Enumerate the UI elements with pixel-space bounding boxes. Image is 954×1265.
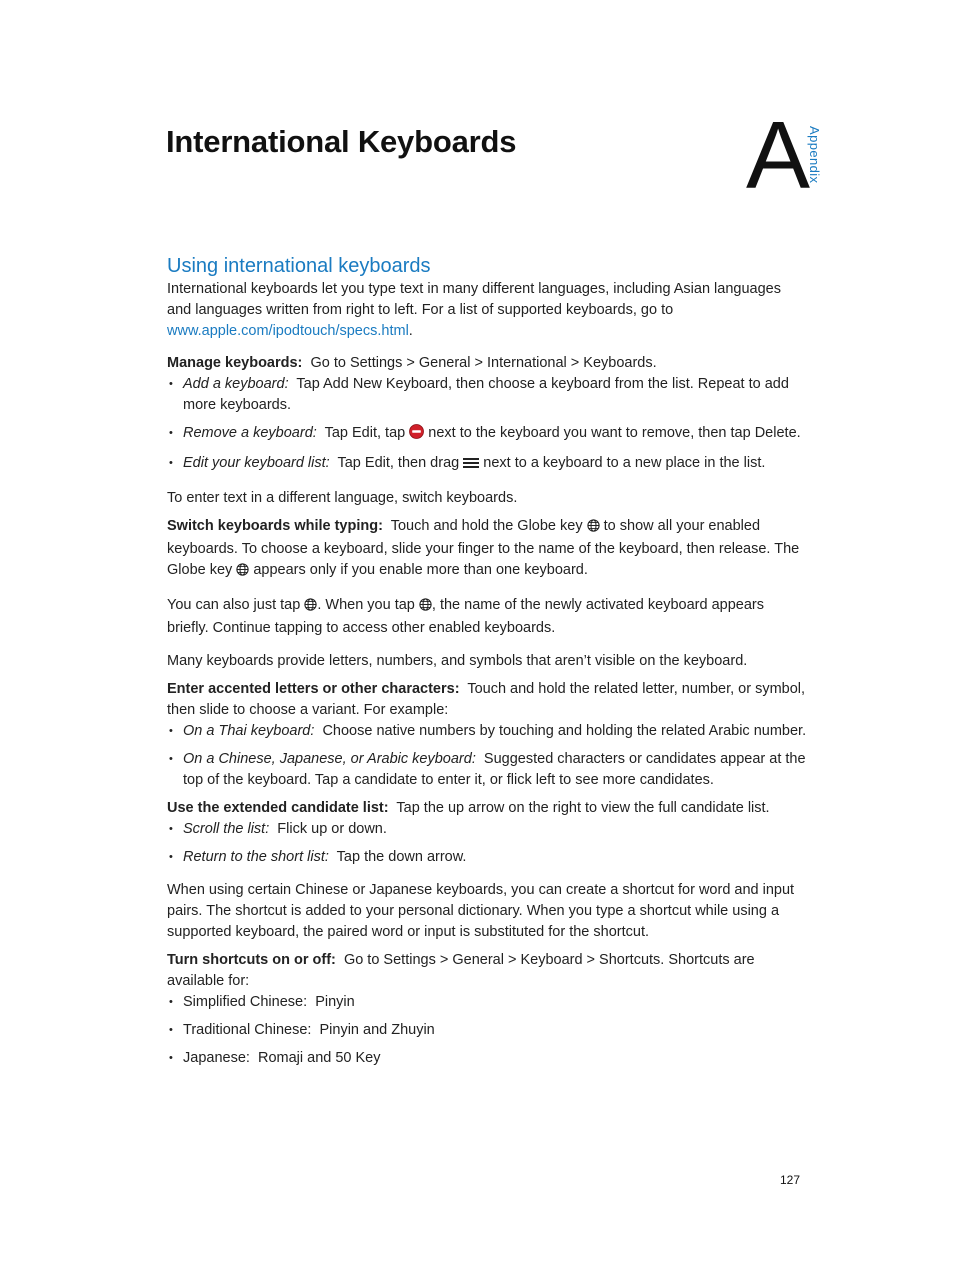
- item-text: Tap Edit, tap: [324, 425, 406, 441]
- accented-label: Enter accented letters or other characters:: [167, 681, 460, 697]
- item-text: Tap the down arrow.: [336, 849, 467, 865]
- also-text-2: . When you tap: [317, 597, 415, 613]
- item-text: next to a keyboard to a new place in the list.: [483, 455, 766, 471]
- item-text: Choose native numbers by touching and holding the related Arabic number.: [322, 723, 807, 739]
- accented-text: Touch and hold the related letter, number, or symbol, then slide to choose a variant. For example:: [167, 681, 806, 718]
- list-item: [167, 1048, 807, 1069]
- item-label: On a Chinese, Japanese, or Arabic keyboard:: [183, 751, 476, 767]
- item-text: Tap Add New Keyboard, then choose a keyboard from the list. Repeat to add more keyboards.: [183, 376, 789, 413]
- extended-paragraph: [167, 798, 807, 819]
- shortcuts-paragraph: [167, 950, 807, 992]
- switch-paragraph: [167, 516, 807, 583]
- extended-label: Use the extended candidate list:: [167, 800, 389, 816]
- item-label: Traditional Chinese:: [183, 1022, 312, 1038]
- shortcuts-list: [167, 992, 807, 1069]
- accented-paragraph: [167, 679, 807, 721]
- manage-label: Manage keyboards:: [167, 355, 303, 371]
- extended-list: [167, 819, 807, 868]
- intro-text: International keyboards let you type text in many different languages, including Asian languages and languages written from right to left. For a list of supported keyboards, go to: [167, 281, 781, 318]
- intro-paragraph: [167, 279, 807, 342]
- switch-text-3: appears only if you enable more than one keyboard.: [253, 562, 588, 578]
- list-item: [167, 374, 807, 416]
- also-text-3: , the name of the newly activated keyboard appears briefly. Continue tapping to access other enabled keyboards.: [167, 597, 764, 636]
- section-heading: Using international keyboards: [167, 255, 431, 277]
- manage-text: Go to Settings > General > International > Keyboards.: [310, 355, 657, 371]
- reorder-icon: [463, 455, 479, 476]
- switch-intro: To enter text in a different language, switch keyboards.: [167, 490, 518, 506]
- appendix-letter: A: [746, 102, 811, 209]
- item-text: Suggested characters or candidates appear at the top of the keyboard. Tap a candidate to enter it, or flick left to see more candidates.: [183, 751, 806, 788]
- specs-link[interactable]: www.apple.com/ipodtouch/specs.html: [167, 323, 409, 339]
- also-paragraph: [167, 595, 807, 639]
- item-label: Scroll the list:: [183, 821, 270, 837]
- list-item: [167, 423, 807, 446]
- main-content: [167, 253, 807, 1069]
- globe-icon: [587, 518, 600, 539]
- item-text: Pinyin: [315, 994, 355, 1010]
- switch-text-1: Touch and hold the Globe key: [390, 518, 583, 534]
- accented-list: [167, 721, 807, 791]
- switch-label: Switch keyboards while typing:: [167, 518, 383, 534]
- item-label: Remove a keyboard:: [183, 425, 317, 441]
- list-item: [167, 819, 807, 840]
- item-text: next to the keyboard you want to remove, then tap Delete.: [428, 425, 801, 441]
- list-item: [167, 453, 807, 476]
- list-item: [167, 721, 807, 742]
- list-item: [167, 992, 807, 1013]
- also-text-1: You can also just tap: [167, 597, 301, 613]
- shortcuts-intro: When using certain Chinese or Japanese keyboards, you can create a shortcut for word and input pairs. The shortcut is added to your personal dictionary. When you type a shortcut while using a supported keyboard, the paired word or input is substituted for the shortcut.: [167, 882, 795, 940]
- delete-icon: [409, 424, 424, 446]
- list-item: [167, 749, 807, 791]
- globe-icon: [236, 562, 249, 583]
- item-label: Return to the short list:: [183, 849, 329, 865]
- list-item: [167, 1020, 807, 1041]
- item-text: Tap Edit, then drag: [337, 455, 460, 471]
- item-text: Flick up or down.: [277, 821, 387, 837]
- manage-keyboards-paragraph: [167, 353, 807, 374]
- page-number: 127: [780, 1173, 801, 1187]
- globe-icon: [304, 597, 317, 618]
- manage-list: [167, 374, 807, 476]
- item-label: Add a keyboard:: [183, 376, 289, 392]
- list-item: [167, 847, 807, 868]
- appendix-label: Appendix: [807, 126, 822, 184]
- item-label: Japanese:: [183, 1050, 250, 1066]
- shortcuts-text: Go to Settings > General > Keyboard > Shortcuts. Shortcuts are available for:: [167, 952, 755, 989]
- item-text: Romaji and 50 Key: [257, 1050, 381, 1066]
- item-label: Simplified Chinese:: [183, 994, 308, 1010]
- many-keyboards-paragraph: Many keyboards provide letters, numbers, and symbols that aren’t visible on the keyboard.: [167, 653, 748, 669]
- globe-icon: [419, 597, 432, 618]
- chapter-title: International Keyboards: [166, 124, 517, 159]
- item-label: Edit your keyboard list:: [183, 455, 330, 471]
- switch-text-2: to show all your enabled keyboards. To choose a keyboard, slide your finger to the name of the keyboard, then release. The Globe key: [167, 518, 800, 578]
- shortcuts-label: Turn shortcuts on or off:: [167, 952, 336, 968]
- extended-text: Tap the up arrow on the right to view the full candidate list.: [396, 800, 770, 816]
- item-label: On a Thai keyboard:: [183, 723, 315, 739]
- item-text: Pinyin and Zhuyin: [319, 1022, 435, 1038]
- intro-end: .: [408, 323, 413, 339]
